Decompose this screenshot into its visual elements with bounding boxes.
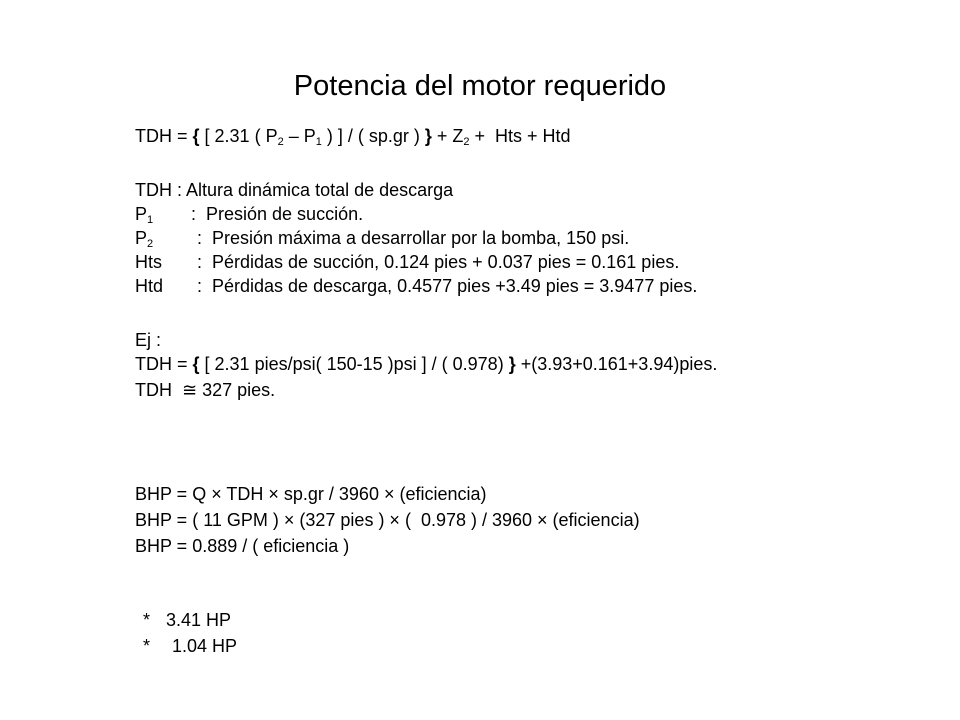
definition-desc: : Presión de succión.: [191, 204, 364, 224]
definition-desc: : Presión máxima a desarrollar por la bomba, 150 psi.: [197, 228, 630, 248]
approx-equal-symbol: ≅: [182, 380, 198, 400]
definition-term: P: [135, 228, 148, 248]
formula-sub-1: 2: [277, 136, 284, 148]
example-mid: [ 2.31 pies/psi( 150-15 )psi ] / ( 0.978): [199, 354, 509, 374]
bhp-line-3: BHP = 0.889 / ( eficiencia ): [135, 536, 350, 556]
formula-part-1: [ 2.31 ( P: [199, 126, 278, 146]
definition-p1: [135, 202, 363, 226]
example-brace-open: {: [192, 354, 200, 374]
formula-part-3: ) ] / ( sp.gr ): [321, 126, 425, 146]
example-label: Ej :: [135, 330, 162, 350]
bhp-line-2: BHP = ( 11 GPM ) × (327 pies ) × ( 0.978 ) / 3960 × (eficiencia): [135, 510, 640, 530]
definition-hts: [135, 250, 679, 274]
example-brace-close: }: [508, 354, 516, 374]
definition-htd: [135, 274, 697, 298]
definition-desc: : Pérdidas de succión, 0.124 pies + 0.037 pies = 0.161 pies.: [197, 252, 680, 272]
formula-brace-close: }: [424, 126, 432, 146]
definition-sub: 1: [147, 214, 154, 226]
definition-term: Htd: [135, 276, 164, 296]
definition-desc: : Pérdidas de descarga, 0.4577 pies +3.49 pies = 3.9477 pies.: [197, 276, 698, 296]
slide-title: Potencia del motor requerido: [293, 70, 667, 102]
bullet: *: [143, 610, 151, 630]
example-line-1: [135, 352, 717, 376]
example-end: +(3.93+0.161+3.94)pies.: [515, 354, 718, 374]
result-item: [143, 608, 231, 632]
example-result: 327 pies.: [197, 380, 276, 400]
definition-p2: [135, 226, 629, 250]
formula-brace-open: {: [192, 126, 200, 146]
example-lhs: TDH =: [135, 354, 193, 374]
formula-part-4: + Z: [431, 126, 464, 146]
definition-desc: : Altura dinámica total de descarga: [172, 180, 454, 200]
result-value: 1.04 HP: [172, 636, 238, 656]
formula-part-2: – P: [283, 126, 316, 146]
result-value: 3.41 HP: [166, 610, 232, 630]
example-line-2: [135, 378, 275, 402]
definition-tdh: [135, 178, 453, 202]
formula-sub-2: 1: [315, 136, 322, 148]
formula-part-5: + Hts + Htd: [469, 126, 571, 146]
tdh-formula: [135, 124, 571, 148]
formula-sub-3: 2: [463, 136, 470, 148]
bhp-line-1: BHP = Q × TDH × sp.gr / 3960 × (eficiencia): [135, 484, 487, 504]
definition-sub: 2: [147, 238, 154, 250]
definition-term: Hts: [135, 252, 162, 272]
example-lhs: TDH: [135, 380, 182, 400]
definition-term: TDH: [135, 180, 172, 200]
bullet: *: [143, 636, 151, 656]
result-item: [143, 634, 237, 658]
formula-lhs: TDH =: [135, 126, 193, 146]
definition-term: P: [135, 204, 148, 224]
